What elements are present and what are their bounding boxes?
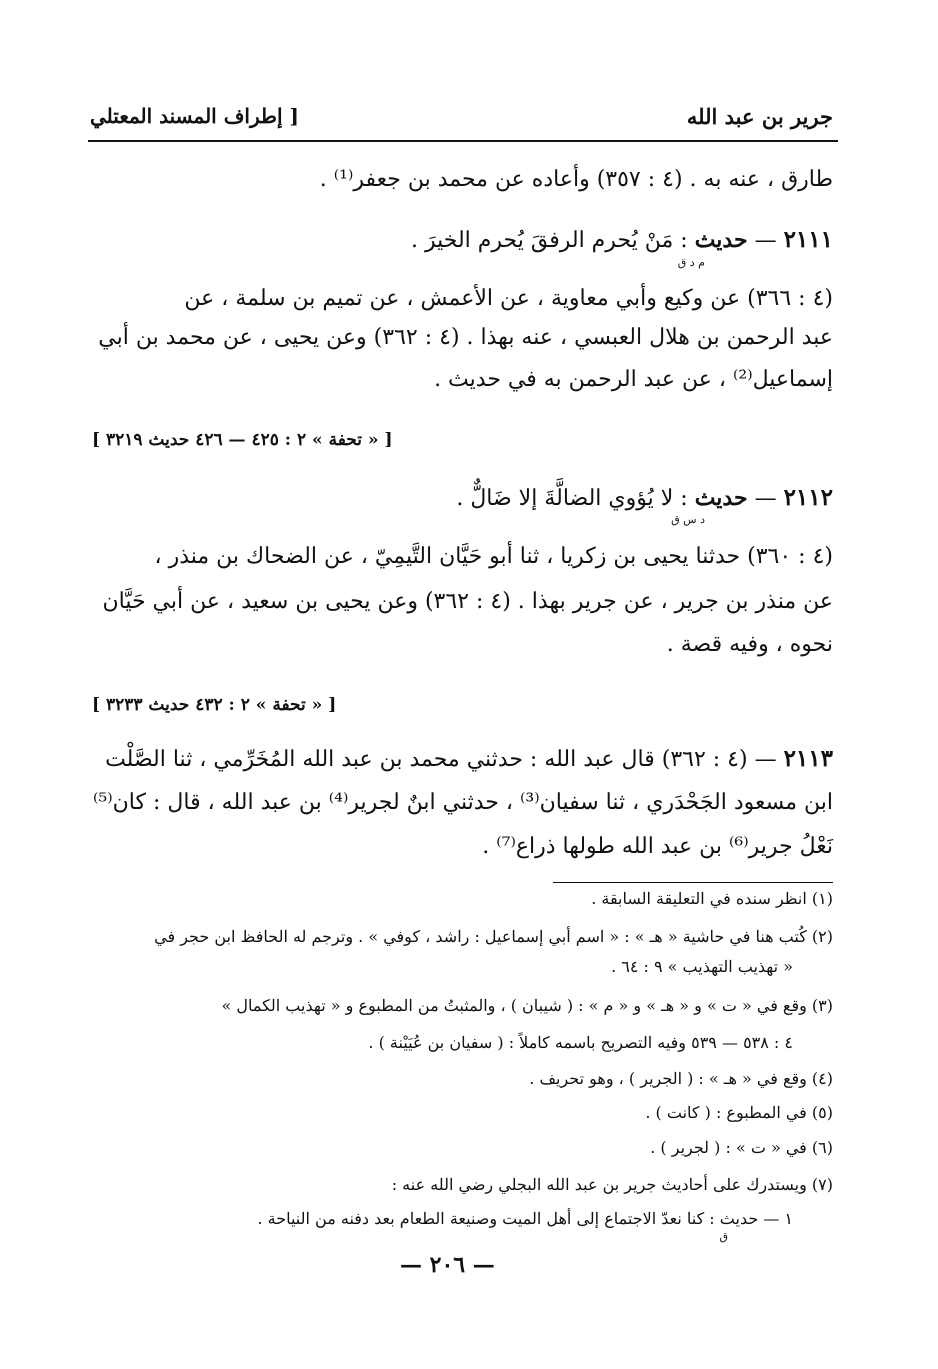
hadith-text: — (٤ : ٣٦٢) قال عبد الله : حدثني محمد بن عبد الله المُخَرِّمي ، ثنا الصَّلْت — [105, 747, 777, 772]
running-header-title: جرير بن عبد الله — [686, 104, 833, 129]
page-number: — ٢٠٦ — — [400, 1252, 495, 1278]
text-line: عن منذر بن جرير ، عن جرير بهذا . (٤ : ٣٦٢) وعن يحيى بن سعيد ، عن أبي حَيَّان — [102, 589, 833, 614]
hadith-label: حديث — [694, 227, 748, 253]
text-line: عبد الرحمن بن هلال العبسي ، عنه بهذا . (٤ : ٣٦٢) وعن يحيى ، عن محمد بن أبي — [98, 325, 833, 350]
footnote-1: (١) انظر سنده في التعليقة السابقة . — [591, 889, 833, 908]
sigla: م د ق — [677, 256, 705, 269]
hadith-heading-2112: ٢١١٢ — حديث : لا يُؤوي الضالَّةَ إلا ضَالٌّ . — [456, 484, 833, 511]
footnote-2-continued: « تهذيب التهذيب » ٩ : ٦٤ . — [611, 957, 793, 976]
text-line: طارق ، عنه به . (٤ : ٣٥٧) وأعاده عن محمد بن جعفر⁽¹⁾ . — [319, 167, 833, 192]
hadith-number: ٢١١٣ — [783, 745, 833, 772]
text-line: إسماعيل⁽²⁾ ، عن عبد الرحمن به في حديث . — [434, 367, 833, 392]
footnote-7-item-1: ١ — حديث : كنا نعدّ الاجتماع إلى أهل الميت وصنيعة الطعام بعد دفنه من النياحة . — [257, 1209, 793, 1228]
footnote-4: (٤) وقع في « هـ » : ( الجرير ) ، وهو تحريف . — [529, 1069, 833, 1088]
sigla: ق — [719, 1230, 728, 1243]
hadith-label: حديث — [694, 485, 748, 511]
sigla: د س ق — [671, 513, 705, 526]
header-rule — [88, 140, 838, 142]
tuhfa-reference: [ « تحفة » ٢ : ٤٢٥ — ٤٢٦ حديث ٣٢١٩ ] — [92, 430, 393, 450]
footnote-5: (٥) في المطبوع : ( كانت ) . — [645, 1103, 833, 1122]
hadith-text: : لا يُؤوي الضالَّةَ إلا ضَالٌّ . — [456, 486, 688, 511]
footnote-2: (٢) كُتب هنا في حاشية « هـ » : « اسم أبي إسماعيل : راشد ، كوفي » . وترجم له الحافظ ابن حجر في — [154, 927, 833, 946]
text-line: نَعْلُ جرير⁽⁶⁾ بن عبد الله طولها ذراع⁽⁷⁾ . — [482, 834, 833, 859]
hadith-heading-2111: ٢١١١ — حديث : مَنْ يُحرم الرفقَ يُحرم الخيرَ . — [411, 226, 833, 253]
text-line: (٤ : ٣٦٠) حدثنا يحيى بن زكريا ، ثنا أبو حَيَّان التَّيمِيّ ، عن الضحاك بن منذر ، — [154, 544, 833, 569]
footnote-3-continued: ٤ : ٥٣٨ — ٥٣٩ وفيه التصريح باسمه كاملاً : ( سفيان بن عُيَيْنة ) . — [368, 1033, 793, 1052]
hadith-text: : مَنْ يُحرم الرفقَ يُحرم الخيرَ . — [411, 228, 688, 253]
text-line: (٤ : ٣٦٦) عن وكيع وأبي معاوية ، عن الأعمش ، عن تميم بن سلمة ، عن — [184, 286, 833, 311]
footnote-7: (٧) ويستدرك على أحاديث جرير بن عبد الله البجلي رضي الله عنه : — [391, 1175, 833, 1194]
hadith-heading-2113 — [105, 744, 833, 775]
text-line: ابن مسعود الجَحْدَري ، ثنا سفيان⁽³⁾ ، حدثني ابنٌ لجرير⁽⁴⁾ بن عبد الله ، قال : كان⁽⁵⁾ — [93, 790, 833, 815]
footnote-separator — [553, 882, 833, 883]
footnote-6: (٦) في « ت » : ( لجرير ) . — [650, 1138, 833, 1157]
hadith-number: ٢١١١ — [783, 226, 833, 253]
text-line: نحوه ، وفيه قصة . — [666, 632, 833, 657]
running-header-book: [ إطراف المسند المعتلي — [90, 104, 299, 128]
footnote-3: (٣) وقع في « ت » و « هـ » و « م » : ( شيبان ) ، والمثبتُ من المطبوع و « تهذيب الكمال » — [221, 996, 833, 1015]
tuhfa-reference: [ « تحفة » ٢ : ٤٣٢ حديث ٣٢٣٣ ] — [92, 695, 337, 715]
hadith-number: ٢١١٢ — [783, 484, 833, 511]
